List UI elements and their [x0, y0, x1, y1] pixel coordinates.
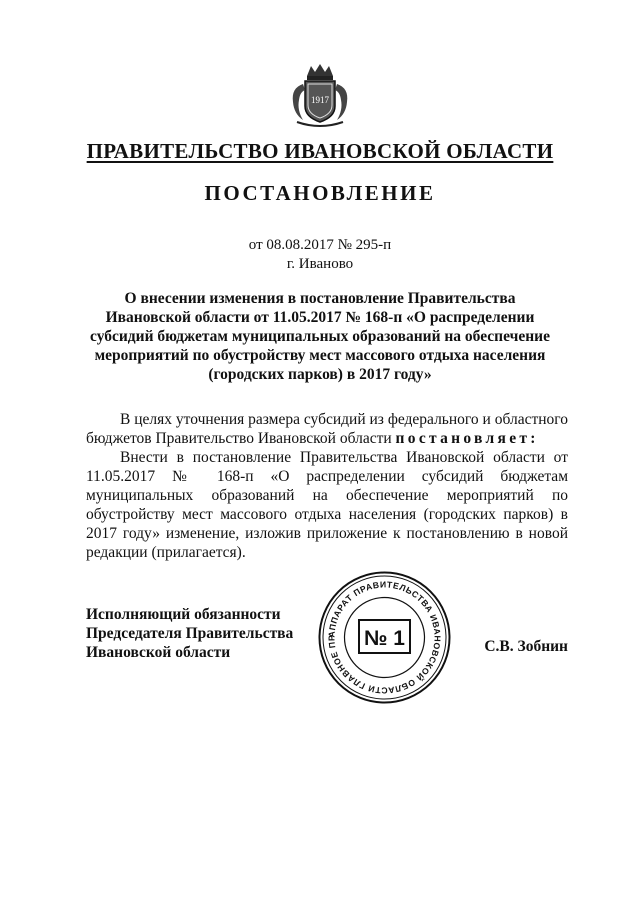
signer-position-line: Исполняющий обязанности: [86, 606, 281, 623]
body-paragraph: [86, 410, 568, 448]
document-type: ПОСТАНОВЛЕНИЕ: [204, 181, 436, 205]
body-paragraph: Внести в постановление Правительства Ивановской области от 11.05.2017 № 168-п «О распределении субсидий бюджетам муниципальных образований на обеспечение мероприятий по обустройству мест массового отдыха населения (городских парков) в 2017 году» изменение, изложив приложение к постановлению в новой редакции (прилагается).: [86, 449, 568, 561]
coat-of-arms-icon: [285, 62, 355, 128]
resolution-keyword: постановляет:: [395, 430, 539, 447]
body-paragraph-text: В целях уточнения размера субсидий из федерального и областного бюджетов Правительство Ивановской области: [86, 411, 568, 447]
seal-center-text: № 1: [364, 627, 405, 650]
seal-ring-text: АППАРАТ ПРАВИТЕЛЬСТВА ИВАНОВСКОЙ ОБЛАСТИ ГЛАВНОЕ ПР: [326, 579, 443, 696]
round-seal-icon: [317, 570, 452, 705]
heading-line: мероприятий по обустройству мест массового отдыха населения: [94, 347, 546, 364]
signer-position: [86, 605, 326, 662]
signer-position-line: Председателя Правительства: [86, 625, 294, 642]
svg-text:1917: 1917: [311, 95, 329, 105]
signer-position-line: Ивановской области: [86, 644, 231, 661]
signer-name: С.В. Зобнин: [484, 638, 568, 655]
document-city: г. Иваново: [286, 256, 354, 272]
organization-title: ПРАВИТЕЛЬСТВО ИВАНОВСКОЙ ОБЛАСТИ: [86, 139, 554, 163]
heading-line: О внесении изменения в постановление Правительства: [124, 290, 516, 307]
document-date-number: от 08.08.2017 № 295-п: [248, 237, 392, 253]
heading-line: Ивановской области от 11.05.2017 № 168-п «О распределении: [105, 309, 535, 326]
heading-line: (городских парков) в 2017 году»: [208, 366, 432, 383]
heading-line: субсидий бюджетам муниципальных образований на обеспечение: [90, 328, 550, 345]
document-heading: [90, 289, 550, 384]
document-body: [86, 410, 568, 562]
